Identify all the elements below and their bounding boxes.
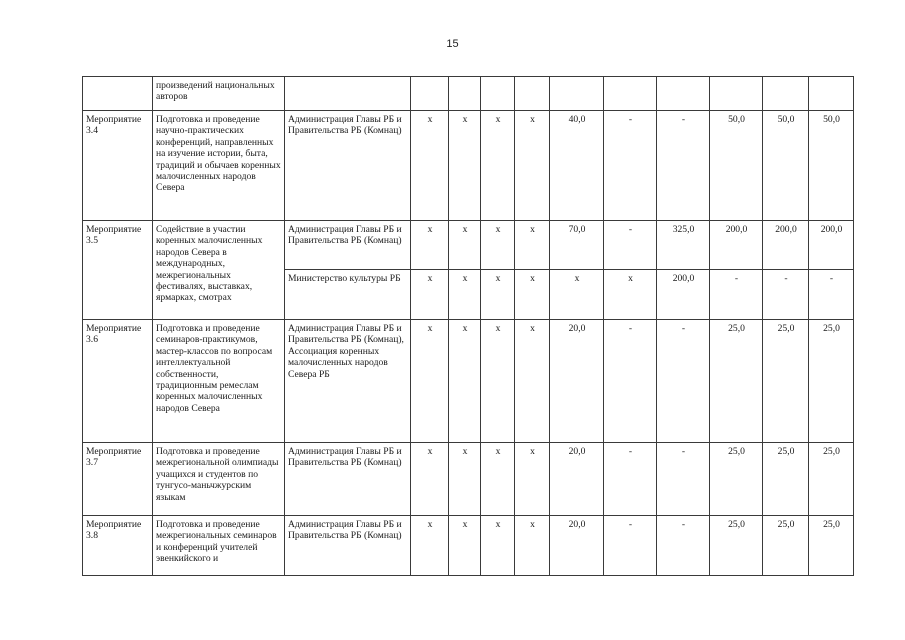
value-cell: х: [449, 221, 481, 270]
value-cell: 25,0: [710, 443, 763, 516]
name-cell: Подготовка и проведение семинаров-практикумов, мастер-классов по вопросам интеллектуальной собственности, традиционным ремеслам коренных малочисленных народов Севера: [153, 320, 285, 443]
value-cell: х: [481, 320, 515, 443]
value-cell: 200,0: [763, 221, 809, 270]
table-row: [83, 111, 854, 221]
value-cell: -: [604, 516, 657, 576]
code-cell: Мероприятие 3.5: [83, 221, 153, 320]
value-cell: -: [604, 443, 657, 516]
table-row: [83, 320, 854, 443]
value-cell: -: [710, 270, 763, 320]
value-cell: 50,0: [710, 111, 763, 221]
value-cell: х: [449, 516, 481, 576]
value-cell: х: [515, 320, 550, 443]
value-cell: х: [449, 270, 481, 320]
name-cell: Подготовка и проведение межрегиональных семинаров и конференций учителей эвенкийского и: [153, 516, 285, 576]
program-measures-table: [82, 76, 854, 576]
executor-cell: Министерство культуры РБ: [285, 270, 411, 320]
executor-cell: Администрация Главы РБ и Правительства РБ (Комнац), Ассоциация коренных малочисленных народов Севера РБ: [285, 320, 411, 443]
value-cell: х: [411, 270, 449, 320]
value-cell: 40,0: [550, 111, 604, 221]
value-cell: 25,0: [763, 320, 809, 443]
value-cell: -: [604, 320, 657, 443]
code-cell: Мероприятие 3.7: [83, 443, 153, 516]
value-cell: х: [411, 516, 449, 576]
value-cell: х: [411, 320, 449, 443]
value-cell: 25,0: [763, 443, 809, 516]
value-cell: -: [657, 516, 710, 576]
value-cell: х: [515, 516, 550, 576]
page-number: 15: [446, 38, 459, 50]
value-cell: х: [481, 516, 515, 576]
code-cell: Мероприятие 3.6: [83, 320, 153, 443]
value-cell: х: [515, 111, 550, 221]
value-cell: 25,0: [809, 516, 854, 576]
value-cell: х: [449, 320, 481, 443]
value-cell: х: [411, 111, 449, 221]
value-cell: х: [411, 443, 449, 516]
code-cell: [83, 77, 153, 111]
value-cell: 25,0: [809, 443, 854, 516]
value-cell: х: [515, 443, 550, 516]
name-cell: произведений национальных авторов: [153, 77, 285, 111]
value-cell: х: [515, 221, 550, 270]
value-cell: -: [809, 270, 854, 320]
value-cell: 200,0: [657, 270, 710, 320]
value-cell: х: [449, 111, 481, 221]
table-row: [83, 221, 854, 270]
value-cell: 200,0: [809, 221, 854, 270]
value-cell: -: [657, 443, 710, 516]
value-cell: 25,0: [710, 516, 763, 576]
value-cell: -: [604, 221, 657, 270]
code-cell: Мероприятие 3.4: [83, 111, 153, 221]
value-cell: 25,0: [809, 320, 854, 443]
executor-cell: Администрация Главы РБ и Правительства РБ (Комнац): [285, 221, 411, 270]
value-cell: 20,0: [550, 516, 604, 576]
value-cell: 70,0: [550, 221, 604, 270]
value-cell: х: [604, 270, 657, 320]
value-cell: 25,0: [763, 516, 809, 576]
table-row: [83, 516, 854, 576]
table-row: [83, 443, 854, 516]
name-cell: Подготовка и проведение научно-практических конференций, направленных на изучение истории, быта, традиций и обычаев коренных малочисленных народов Севера: [153, 111, 285, 221]
executor-cell: [285, 77, 411, 111]
executor-cell: Администрация Главы РБ и Правительства РБ (Комнац): [285, 516, 411, 576]
value-cell: 20,0: [550, 443, 604, 516]
value-cell: -: [763, 270, 809, 320]
value-cell: х: [449, 443, 481, 516]
value-cell: 25,0: [710, 320, 763, 443]
name-cell: Подготовка и проведение межрегиональной олимпиады учащихся и студентов по тунгусо-маньчжурским языкам: [153, 443, 285, 516]
value-cell: -: [657, 111, 710, 221]
value-cell: х: [481, 443, 515, 516]
value-cell: -: [657, 320, 710, 443]
value-cell: х: [481, 270, 515, 320]
value-cell: х: [515, 270, 550, 320]
value-cell: 200,0: [710, 221, 763, 270]
value-cell: 50,0: [809, 111, 854, 221]
table-row: [83, 77, 854, 111]
code-cell: Мероприятие 3.8: [83, 516, 153, 576]
value-cell: 50,0: [763, 111, 809, 221]
value-cell: х: [481, 111, 515, 221]
value-cell: х: [550, 270, 604, 320]
value-cell: 325,0: [657, 221, 710, 270]
executor-cell: Администрация Главы РБ и Правительства РБ (Комнац): [285, 111, 411, 221]
value-cell: -: [604, 111, 657, 221]
value-cell: х: [481, 221, 515, 270]
value-cell: 20,0: [550, 320, 604, 443]
name-cell: Содействие в участии коренных малочисленных народов Севера в международных, межрегиональных фестивалях, выставках, ярмарках, смотрах: [153, 221, 285, 320]
value-cell: х: [411, 221, 449, 270]
executor-cell: Администрация Главы РБ и Правительства РБ (Комнац): [285, 443, 411, 516]
